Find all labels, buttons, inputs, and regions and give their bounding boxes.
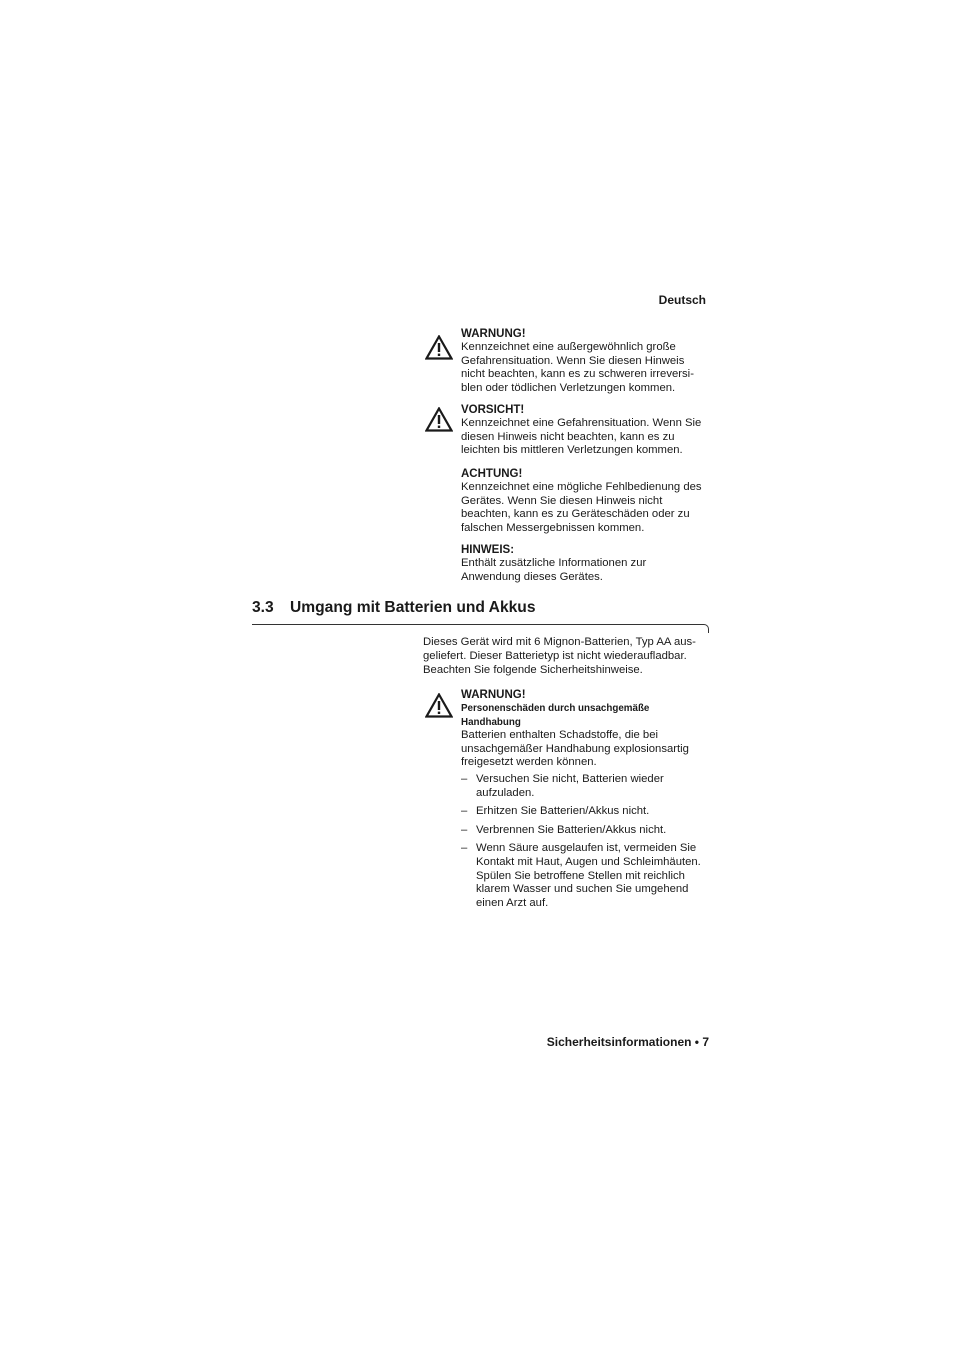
notice-head: VORSICHT! [461,404,525,416]
notice-line: beachten, kann es zu Geräteschäden oder zu [461,508,690,521]
notice-line: Enthält zusätzliche Informationen zur [461,557,647,569]
list-dash: – [461,805,468,818]
warning-line: unsachgemäßer Handhabung explosionsartig [461,742,689,755]
notice-note [461,543,713,584]
list-item-line: Wenn Säure ausgelaufen ist, vermeiden Sie [476,842,697,855]
list-item-line: klarem Wasser und suchen Sie umgehend [476,883,689,896]
section-intro [423,635,713,678]
list-item [461,842,713,910]
notice-line: Gefahrensituation. Wenn Sie diesen Hinweis [461,354,685,367]
section-rule-hook [703,624,709,633]
page-footer: Sicherheitsinformationen • 7 [546,1035,709,1049]
list-item [461,805,713,819]
notice-line: diesen Hinweis nicht beachten, kann es zu [461,430,675,443]
warning-triangle-icon [425,693,453,718]
list-item [461,824,713,838]
notice-line: leichten bis mittleren Verletzungen kommen. [461,444,683,457]
warning-triangle-icon [425,335,453,360]
list-item-line: einen Arzt auf. [476,896,549,909]
list-item-line: aufzuladen. [476,786,535,799]
section-heading [252,599,536,617]
warning-subtitle: Handhabung [461,716,521,728]
notice-line: Kennzeichnet eine mögliche Fehlbedienung des [461,481,702,493]
list-item-line: Verbrennen Sie Batterien/Akkus nicht. [476,823,667,836]
notice-line: falschen Messergebnissen kommen. [461,521,645,534]
list-item-line: Kontakt mit Haut, Augen und Schleimhäuten. [476,855,701,868]
warning-subtitle: Personenschäden durch unsachgemäße [461,703,650,714]
notice-line: Kennzeichnet eine außergewöhnlich große [461,341,676,353]
list-dash: – [461,823,468,836]
notice-head: WARNUNG! [461,328,526,340]
notice-line: nicht beachten, kann es zu schweren irreversi- [461,368,694,381]
battery-warning [461,688,713,770]
section-title: Umgang mit Batterien und Akkus [290,599,536,616]
warning-triangle-icon [425,407,453,432]
warning-line: Batterien enthalten Schadstoffe, die bei [461,729,659,742]
notice-line: Gerätes. Wenn Sie diesen Hinweis nicht [461,494,663,507]
notice-warning [461,327,713,395]
notice-head: HINWEIS: [461,544,515,556]
intro-line: Dieses Gerät wird mit 6 Mignon-Batterien, Typ AA aus- [423,636,696,648]
notice-line: blen oder tödlichen Verletzungen kommen. [461,381,676,394]
list-dash: – [461,773,468,785]
warning-head: WARNUNG! [461,689,526,701]
notice-attention [461,467,713,535]
notice-line: Kennzeichnet eine Gefahrensituation. Wenn Sie [461,417,702,429]
section-rule [252,624,704,625]
list-item-line: Spülen Sie betroffene Stellen mit reichlich [476,869,685,882]
list-item [461,773,713,800]
battery-warning-list [461,773,713,915]
warning-line: freigesetzt werden können. [461,756,597,769]
section-number: 3.3 [252,599,274,616]
notice-line: Anwendung dieses Gerätes. [461,570,603,583]
intro-line: Beachten Sie folgende Sicherheitshinweise. [423,664,643,677]
list-item-line: Erhitzen Sie Batterien/Akkus nicht. [476,805,650,818]
language-label: Deutsch [658,293,706,307]
notice-head: ACHTUNG! [461,468,523,480]
notice-caution [461,403,713,458]
list-dash: – [461,842,468,855]
list-item-line: Versuchen Sie nicht, Batterien wieder [476,773,664,785]
intro-line: geliefert. Dieser Batterietyp ist nicht wiederaufladbar. [423,650,687,663]
